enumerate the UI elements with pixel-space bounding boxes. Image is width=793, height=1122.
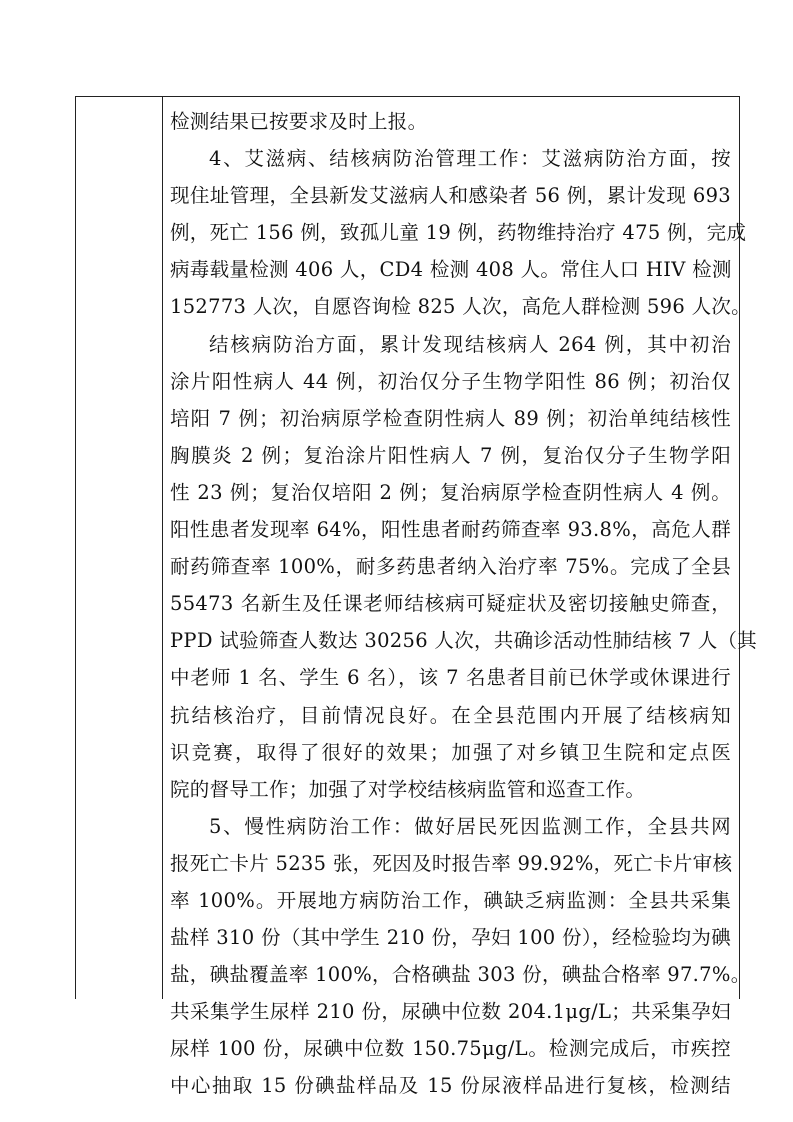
text-line: 病毒载量检测 406 人，CD4 检测 408 人。常住人口 HIV 检测 [170,258,732,282]
text-line: 中老师 1 名、学生 6 名），该 7 名患者目前已休学或休课进行 [170,666,731,690]
text-line: 胸膜炎 2 例；复治涂片阳性病人 7 例，复治仅分子生物学阳 [170,443,731,467]
text-line: 4、艾滋病、结核病防治管理工作：艾滋病防治方面，按 [209,147,731,171]
text-line: 耐药筛查率 100%，耐多药患者纳入治疗率 75%。完成了全县 [170,555,731,579]
text-line: 5、慢性病防治工作：做好居民死因监测工作，全县共网 [209,814,731,838]
text-line: 尿样 100 份，尿碘中位数 150.75μg/L。检测完成后，市疾控 [170,1037,731,1061]
text-line: 共采集学生尿样 210 份，尿碘中位数 204.1μg/L；共采集孕妇 [170,1000,731,1024]
report-table [75,96,758,1098]
text-line: 识竞赛，取得了很好的效果；加强了对乡镇卫生院和定点医 [170,740,731,764]
text-line: 结核病防治方面，累计发现结核病人 264 例，其中初治 [209,332,731,356]
text-line: 率 100%。开展地方病防治工作，碘缺乏病监测：全县共采集 [170,888,731,912]
text-line: 55473 名新生及任课老师结核病可疑症状及密切接触史筛查， [170,592,731,616]
text-line: 152773 人次，自愿咨询检 825 人次，高危人群检测 596 人次。 [170,295,751,319]
text-line: 报死亡卡片 5235 张，死因及时报告率 99.92%，死亡卡片审核 [170,851,733,875]
text-line: 盐，碘盐覆盖率 100%，合格碘盐 303 份，碘盐合格率 97.7%。 [170,963,751,987]
text-line: 中心抽取 15 份碘盐样品及 15 份尿液样品进行复核，检测结 [170,1074,731,1098]
text-line: PPD 试验筛查人数达 30256 人次，共确诊活动性肺结核 7 人（其 [170,629,758,653]
text-line: 抗结核治疗，目前情况良好。在全县范围内开展了结核病知 [170,703,731,727]
text-line: 性 23 例；复治仅培阳 2 例；复治病原学检查阴性病人 4 例。 [170,480,731,504]
text-line: 例，死亡 156 例，致孤儿童 19 例，药物维持治疗 475 例，完成 [170,221,747,245]
label-column-cell [76,97,163,999]
content-cell [164,97,758,1098]
text-line: 检测结果已按要求及时上报。 [170,110,428,133]
text-line: 涂片阳性病人 44 例，初治仅分子生物学阳性 86 例；初治仅 [170,369,731,393]
text-line: 现住址管理，全县新发艾滋病人和感染者 56 例，累计发现 693 [170,184,731,208]
text-line: 院的督导工作；加强了对学校结核病监管和巡查工作。 [170,777,646,801]
text-line: 盐样 310 份（其中学生 210 份，孕妇 100 份），经检验均为碘 [170,926,731,950]
text-line: 阳性患者发现率 64%，阳性患者耐药筛查率 93.8%，高危人群 [170,518,731,542]
text-line: 培阳 7 例；初治病原学检查阴性病人 89 例；初治单纯结核性 [170,406,731,430]
